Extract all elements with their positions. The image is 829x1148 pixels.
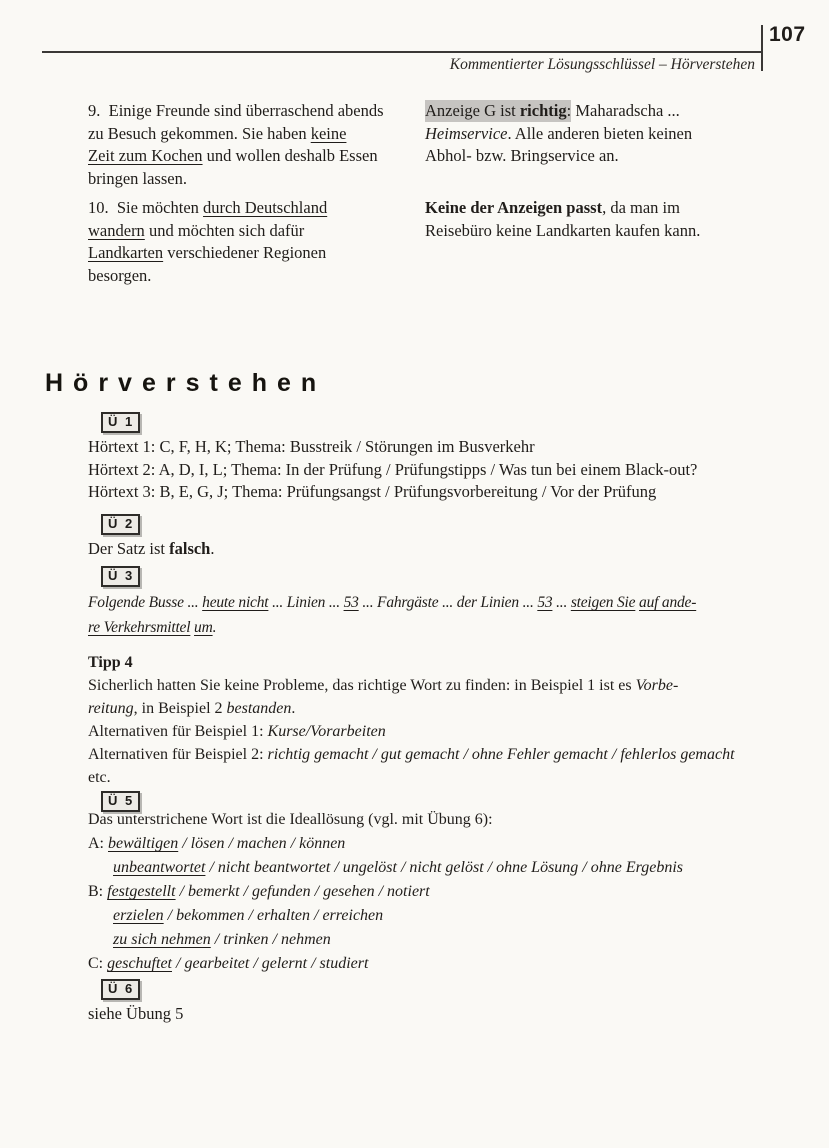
text-segment: : bbox=[566, 101, 572, 120]
text-segment: Kurse/Vorarbeiten bbox=[267, 723, 386, 740]
text-segment: erzielen bbox=[113, 907, 164, 924]
text-segment: bringen lassen. bbox=[88, 168, 187, 188]
text-segment: / gearbeitet / gelernt / studiert bbox=[172, 955, 369, 972]
exercise-badge-u6: Ü 6 bbox=[101, 979, 140, 1000]
text-segment: zu Besuch gekommen. Sie haben bbox=[88, 123, 311, 143]
text-segment: verschiedener Regionen bbox=[163, 243, 327, 262]
text-segment: festgestellt bbox=[107, 883, 176, 900]
text-segment: der Linien bbox=[456, 594, 519, 611]
text-segment: wandern bbox=[88, 220, 145, 240]
text-line bbox=[88, 590, 696, 615]
answer-text bbox=[425, 100, 710, 190]
text-line bbox=[88, 168, 425, 191]
text-line bbox=[425, 123, 710, 146]
text-segment: 53 bbox=[537, 594, 553, 611]
text-segment: 9. Einige Freunde sind überraschend abends bbox=[88, 101, 384, 120]
text-segment: etc. bbox=[88, 769, 111, 786]
text-segment: Alternativen für Beispiel 2: bbox=[88, 746, 268, 763]
text-segment: heute nicht bbox=[202, 594, 269, 611]
question-text bbox=[88, 197, 425, 287]
text-segment: Keine der Anzeigen passt bbox=[425, 198, 603, 217]
text-segment: C: bbox=[88, 955, 108, 972]
text-segment: Reisebüro keine Landkarten kaufen kann. bbox=[425, 220, 701, 240]
text-segment: . Alle anderen bieten keinen bbox=[507, 123, 693, 143]
exercise-badge-u2: Ü 2 bbox=[101, 514, 140, 535]
text-line bbox=[88, 197, 425, 220]
exercise-u1-content bbox=[88, 436, 697, 504]
text-line bbox=[88, 904, 683, 928]
text-segment: siehe Übung 5 bbox=[88, 1004, 184, 1023]
text-segment: . bbox=[210, 539, 215, 558]
answer-text bbox=[425, 197, 710, 287]
text-segment: Abhol- bzw. Bringservice an. bbox=[425, 146, 619, 165]
text-line bbox=[88, 615, 696, 640]
header-rule bbox=[42, 51, 761, 53]
text-segment: um bbox=[194, 619, 213, 636]
text-line bbox=[88, 808, 683, 832]
question-text bbox=[88, 100, 425, 190]
text-line bbox=[88, 856, 683, 880]
exercise-u3-content bbox=[88, 590, 696, 640]
text-line bbox=[88, 880, 683, 904]
text-segment: ... bbox=[552, 594, 571, 611]
text-segment: geschuftet bbox=[107, 955, 172, 972]
text-segment: Das unterstrichene Wort ist die Ideallösung (vgl. mit Übung 6): bbox=[88, 811, 493, 828]
answer-item-10 bbox=[88, 197, 710, 287]
text-segment: re Verkehrsmittel bbox=[88, 619, 191, 636]
text-line bbox=[88, 242, 425, 265]
text-segment: Alternativen für Beispiel 1: bbox=[88, 723, 268, 740]
text-line bbox=[88, 145, 425, 168]
text-segment: richtig bbox=[519, 101, 567, 120]
text-segment: . bbox=[212, 619, 217, 636]
text-segment: 53 bbox=[343, 594, 359, 611]
text-line bbox=[88, 1003, 183, 1025]
text-segment: / bemerkt / gefunden / gesehen / notiert bbox=[175, 883, 430, 900]
text-segment: . bbox=[291, 700, 296, 717]
text-segment: bestanden bbox=[226, 700, 292, 717]
text-line bbox=[88, 538, 214, 561]
text-line bbox=[88, 123, 425, 146]
text-segment: Folgende Busse ... bbox=[88, 594, 203, 611]
header-title: Kommentierter Lösungsschlüssel – Hörverstehen bbox=[449, 56, 755, 73]
text-segment: 10. Sie möchten bbox=[88, 198, 204, 217]
text-segment: / trinken / nehmen bbox=[210, 931, 331, 948]
text-line bbox=[88, 832, 683, 856]
text-segment: B: bbox=[88, 883, 108, 900]
text-segment: reitung bbox=[88, 700, 134, 717]
text-line bbox=[425, 145, 710, 168]
text-segment: / nicht beantwortet / ungelöst / nicht gelöst / ohne Lösung / ohne Ergebnis bbox=[205, 859, 684, 876]
text-segment: falsch bbox=[169, 539, 211, 558]
text-line bbox=[88, 766, 735, 789]
text-segment: Heimservice bbox=[425, 123, 508, 143]
text-segment: und möchten sich dafür bbox=[144, 220, 305, 240]
text-line bbox=[88, 436, 697, 459]
text-segment: Landkarten bbox=[88, 243, 164, 262]
text-line bbox=[425, 220, 710, 243]
section-heading: Hörverstehen bbox=[45, 369, 327, 397]
text-segment: bewältigen bbox=[108, 835, 179, 852]
text-segment: , in Beispiel 2 bbox=[133, 700, 227, 717]
text-segment: / lösen / machen / können bbox=[178, 835, 346, 852]
tip-block bbox=[88, 651, 735, 789]
exercise-u6-content bbox=[88, 1003, 183, 1025]
text-segment: auf ande- bbox=[639, 594, 697, 611]
text-segment: Anzeige G ist bbox=[425, 101, 520, 120]
text-line bbox=[88, 459, 697, 482]
text-segment: keine bbox=[310, 123, 347, 143]
exercise-badge-u5: Ü 5 bbox=[101, 791, 140, 812]
text-segment: Der Satz ist bbox=[88, 539, 170, 558]
text-line bbox=[88, 952, 683, 976]
text-segment: , da man im bbox=[602, 198, 680, 217]
text-segment: ... bbox=[518, 594, 538, 611]
text-segment: Zeit zum Kochen bbox=[88, 146, 203, 165]
text-segment: Sicherlich hatten Sie keine Probleme, das richtige Wort zu finden: in Beispiel 1 ist es bbox=[88, 677, 636, 694]
text-segment: Hörtext 3: B, E, G, J; Thema: Prüfungsangst / Prüfungsvorbereitung / Vor der Prüfung bbox=[88, 482, 657, 501]
text-segment: Vorbe- bbox=[635, 677, 679, 694]
text-segment: steigen Sie bbox=[570, 594, 636, 611]
header-divider bbox=[761, 25, 763, 71]
text-line bbox=[88, 720, 735, 743]
exercise-u2-content bbox=[88, 538, 214, 561]
exercise-u5-content bbox=[88, 808, 683, 976]
answer-item-9 bbox=[88, 100, 710, 190]
text-line bbox=[88, 481, 697, 504]
text-line bbox=[88, 100, 425, 123]
text-segment: unbeantwortet bbox=[113, 859, 206, 876]
text-line bbox=[425, 197, 710, 220]
text-segment: und wollen deshalb Essen bbox=[202, 146, 378, 165]
text-line bbox=[88, 674, 735, 697]
text-segment: ... Linien ... bbox=[268, 594, 344, 611]
text-line bbox=[88, 220, 425, 243]
text-segment: ... Fahrgäste ... bbox=[358, 594, 457, 611]
page-number: 107 bbox=[769, 23, 806, 46]
text-line bbox=[88, 743, 735, 766]
exercise-badge-u1: Ü 1 bbox=[101, 412, 140, 433]
text-segment: A: bbox=[88, 835, 108, 852]
tip-heading: Tipp 4 bbox=[88, 654, 133, 671]
text-segment: Hörtext 2: A, D, I, L; Thema: In der Prüfung / Prüfungstipps / Was tun bei einem Black-out? bbox=[88, 459, 698, 479]
exercise-badge-u3: Ü 3 bbox=[101, 566, 140, 587]
text-segment: / bekommen / erhalten / erreichen bbox=[163, 907, 384, 924]
text-segment: richtig gemacht / gut gemacht / ohne Fehler gemacht / fehlerlos gemacht bbox=[267, 746, 735, 763]
text-line bbox=[88, 928, 683, 952]
text-line bbox=[425, 100, 710, 123]
text-segment: durch Deutschland bbox=[203, 198, 328, 217]
text-segment: besorgen. bbox=[88, 265, 152, 285]
text-segment: zu sich nehmen bbox=[113, 931, 211, 948]
text-line bbox=[88, 697, 735, 720]
text-line bbox=[88, 265, 425, 288]
text-segment: Maharadscha ... bbox=[571, 101, 680, 120]
text-segment: Hörtext 1: C, F, H, K; Thema: Busstreik / Störungen im Busverkehr bbox=[88, 437, 535, 456]
